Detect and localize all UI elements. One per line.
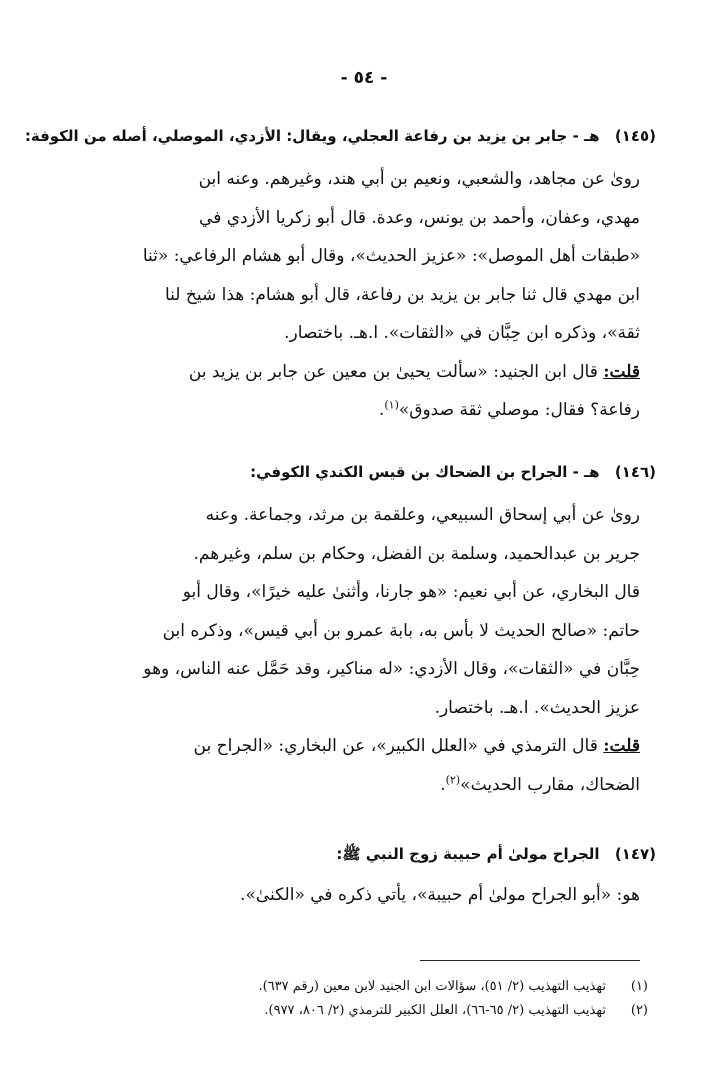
- page-number: - ٥٤ -: [340, 68, 388, 88]
- text-line: ابن مهدي قال ثنا جابر بن يزيد بن رفاعة، قال أبو هشام: هذا شيخ لنا: [165, 284, 640, 305]
- footnotes: [80, 975, 648, 1023]
- text-line: مهدي، وعفان، وأحمد بن يونس، وعدة. قال أبو زكريا الأزدي في: [199, 207, 640, 228]
- text-line: عزيز الحديث». ا.هـ. باختصار.: [434, 697, 640, 718]
- qult-label: قلت:: [603, 736, 640, 756]
- entry-heading-147: [86, 842, 656, 866]
- entry-title: هـ - الجراح بن الضحاك بن قيس الكندي الكوفي:: [250, 463, 600, 481]
- qult-label: قلت:: [603, 361, 640, 382]
- text-line: روىٰ عن مجاهد، والشعبي، ونعيم بن أبي هند، وغيرهم. وعنه ابن: [198, 169, 640, 189]
- entry-heading-145: [24, 124, 656, 148]
- footnote-number: (٢): [630, 1003, 648, 1018]
- entry-title: هـ - جابر بن يزيد بن رفاعة العجلي، ويقال: الأزدي، الموصلي، أصله من الكوفة:: [24, 127, 600, 145]
- footnote-text: تهذيب التهذيب (٢/ ٦٥-٦٦)، العلل الكبير للترمذي (٢/ ٨٠٦، ٩٧٧).: [264, 1003, 606, 1018]
- footnote-number: (١): [630, 979, 648, 994]
- footnote-ref: (١): [384, 398, 399, 412]
- footnote: [80, 999, 648, 1023]
- entry-body-146: [96, 496, 640, 804]
- text-line: قال البخاري، عن أبي نعيم: «هو جارنا، وأثنىٰ عليه خيرًا»، وقال أبو: [182, 582, 640, 602]
- text-line: الضحاك، مقارب الحديث»: [460, 774, 640, 795]
- text-line: روىٰ عن أبي إسحاق السبيعي، وعلقمة بن مرثد، وجماعة. وعنه: [205, 505, 640, 525]
- text-line: «طبقات أهل الموصل»: «عزيز الحديث»، وقال أبو هشام الرفاعي: «ثنا: [142, 246, 640, 266]
- qult-line: [96, 353, 640, 392]
- text-line: هو: «أبو الجراح مولىٰ أم حبيبة»، يأتي ذكره في «الكنىٰ».: [240, 885, 640, 905]
- text-line: قال الترمذي في «العلل الكبير»، عن البخاري: «الجراح بن: [193, 736, 598, 756]
- footnote: [80, 975, 648, 999]
- text-line: ثقة»، وذكره ابن حِبَّان في «الثقات». ا.هـ. باختصار.: [284, 323, 640, 343]
- text-line: رفاعة؟ فقال: موصلي ثقة صدوق»: [398, 400, 640, 420]
- footnote-divider: [420, 960, 640, 961]
- qult-line: [96, 727, 640, 766]
- qult-line: رفاعة؟ فقال: موصلي ثقة صدوق»$^{(١)}$.: [378, 398, 640, 420]
- entry-number: (١٤٧): [614, 845, 656, 863]
- entry-number: (١٤٥): [614, 127, 656, 145]
- entry-title: الجراح مولىٰ أم حبيبة زوج النبي ﷺ:: [336, 845, 600, 863]
- entry-body-147: [96, 876, 640, 915]
- entry-body-145: [96, 160, 640, 430]
- footnote-ref: (٢): [445, 772, 461, 786]
- entry-number: (١٤٦): [614, 463, 656, 481]
- text-line: حِبَّان في «الثقات»، وقال الأزدي: «له مناكير، وقد حَمَّل عنه الناس، وهو: [143, 659, 640, 679]
- text-line: حاتم: «صالح الحديث لا بأس به، بابة عمرو بن أبي قيس»، وذكره ابن: [162, 620, 640, 641]
- text-line: جرير بن عبدالحميد، وسلمة بن الفضل، وحكام بن سلم، وغيرهم.: [193, 543, 640, 564]
- footnote-text: تهذيب التهذيب (٢/ ٥١)، سؤالات ابن الجنيد لابن معين (رقم ٦٣٧).: [258, 979, 606, 994]
- qult-line: الضحاك، مقارب الحديث»$^{(٢)}$.: [440, 772, 640, 795]
- text-line: قال ابن الجنيد: «سألت يحيىٰ بن معين عن جابر بن يزيد بن: [188, 361, 598, 382]
- entry-heading-146: [86, 460, 656, 484]
